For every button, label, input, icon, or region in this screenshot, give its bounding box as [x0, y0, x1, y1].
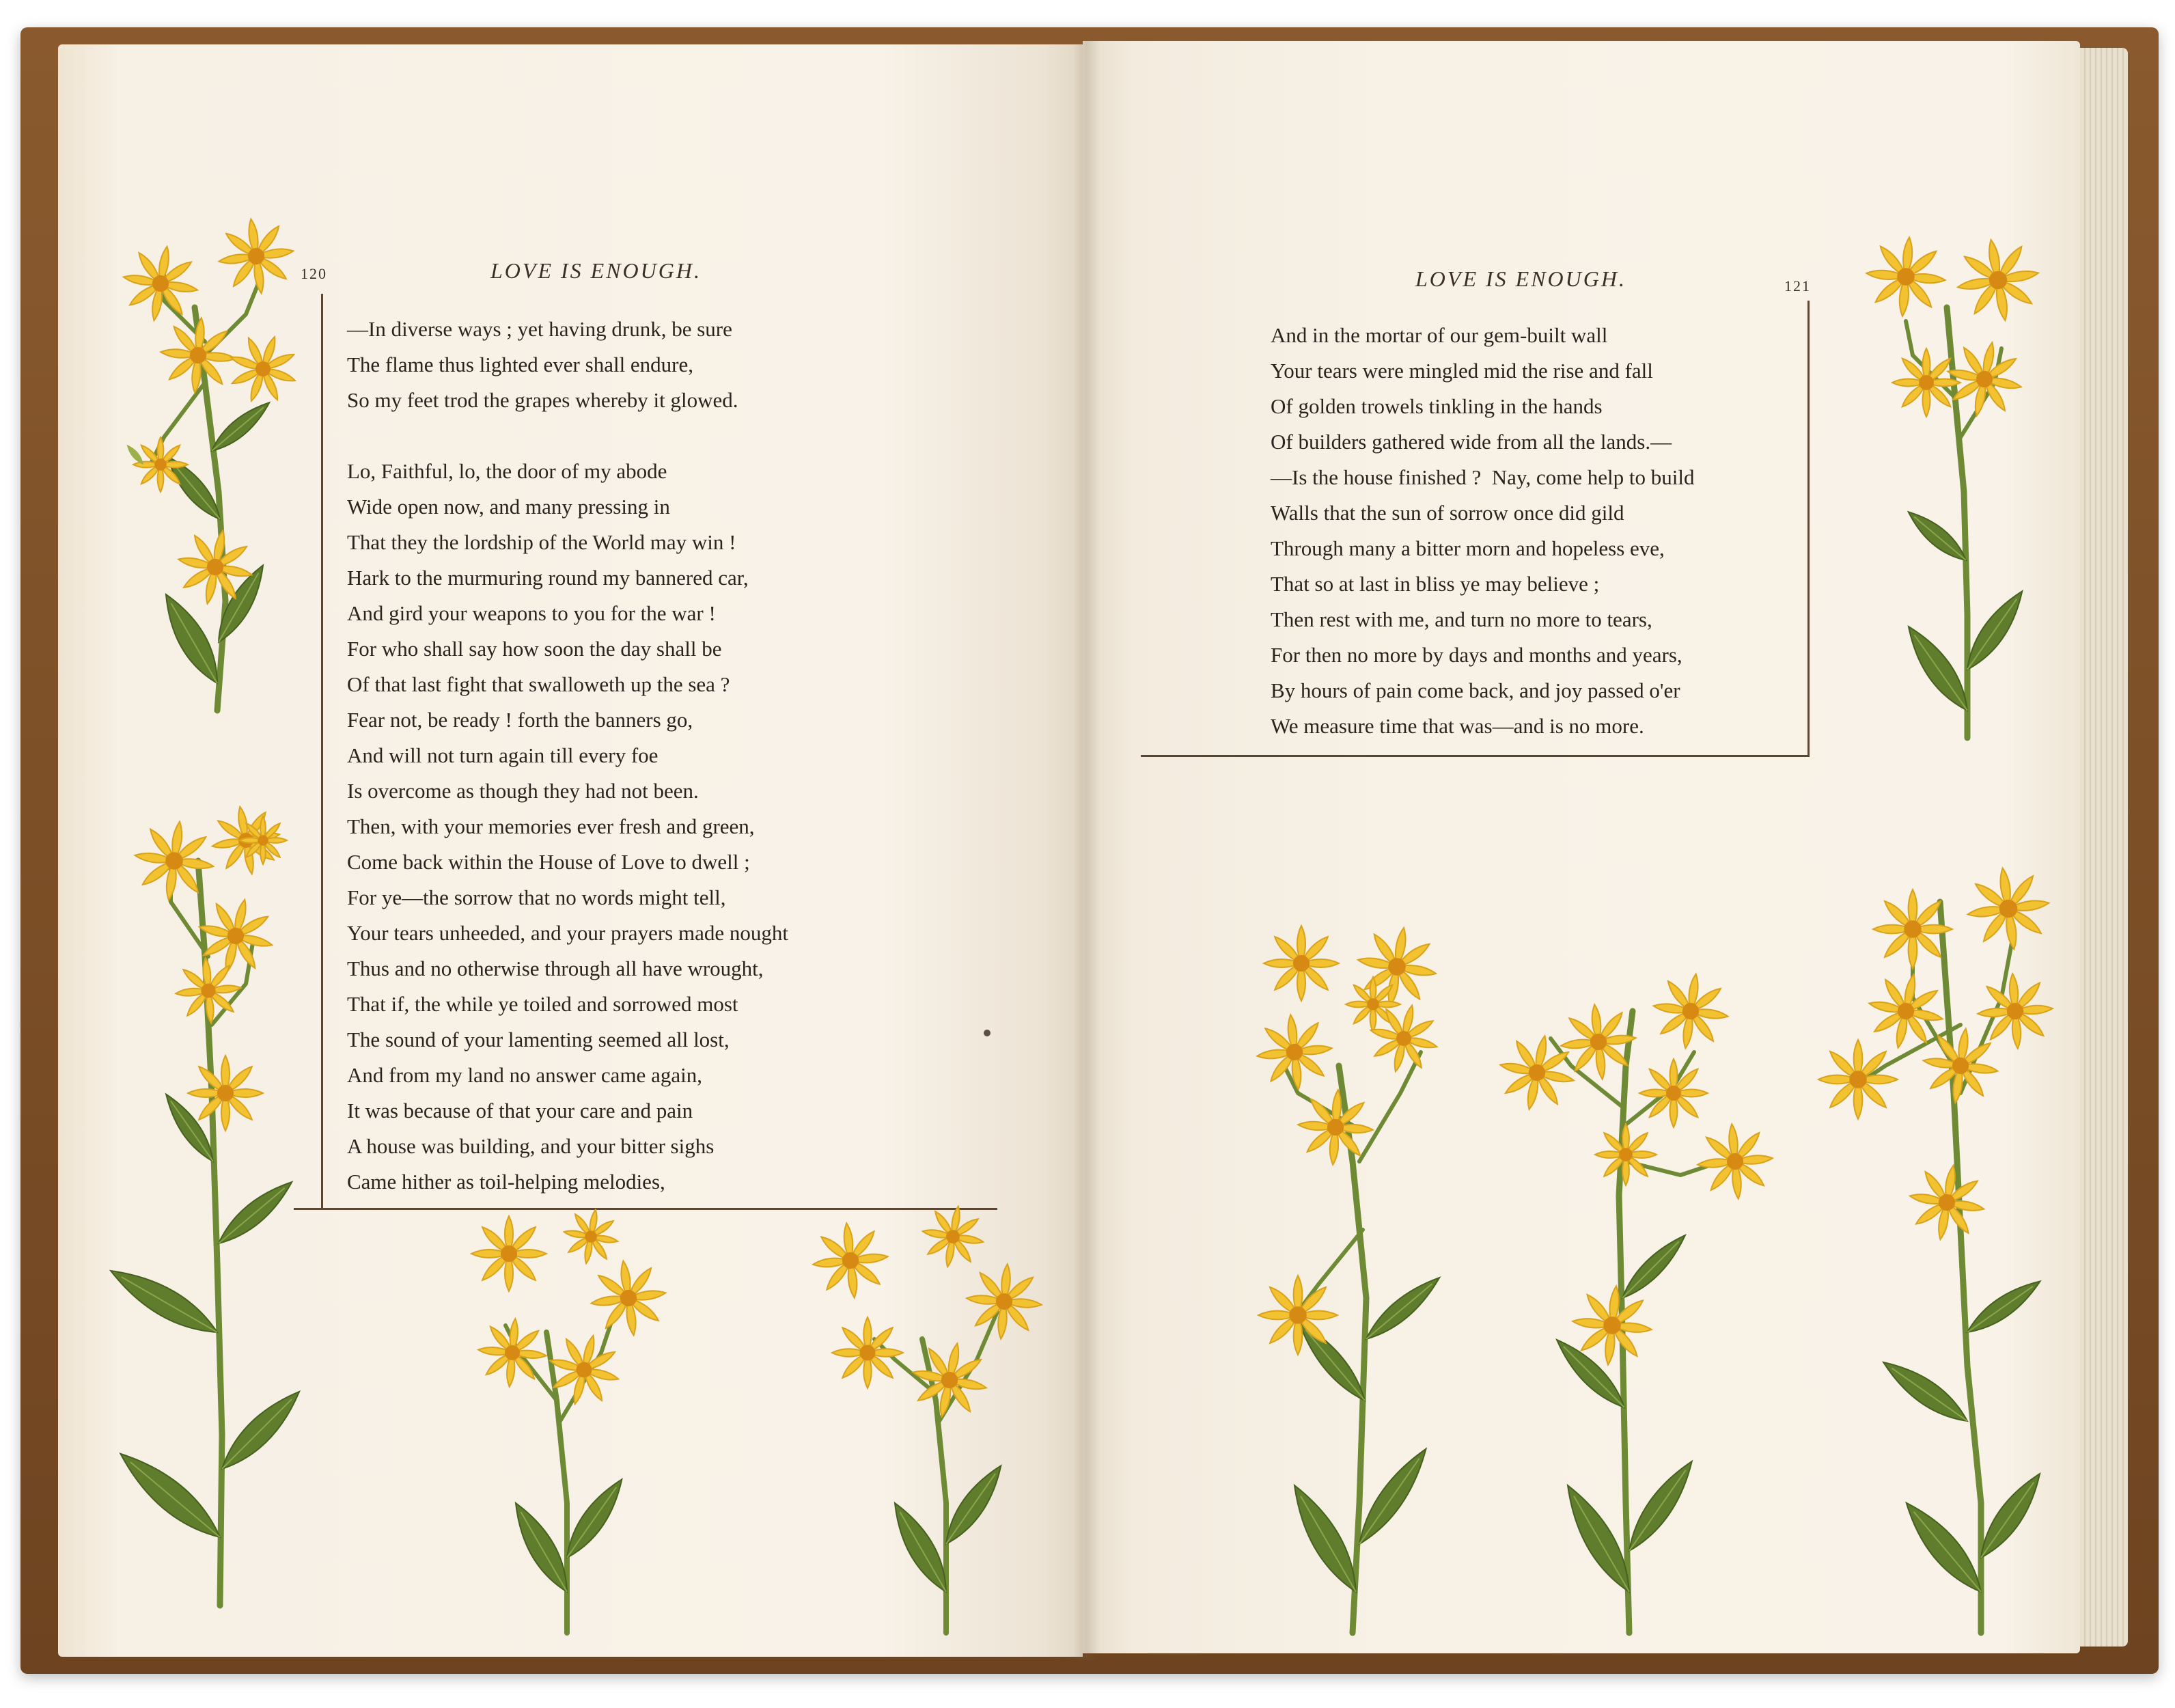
page-edges [2080, 48, 2128, 1647]
right-page-number: 121 [1784, 277, 1811, 294]
poem-line: —In diverse ways ; yet having drunk, be sure [347, 317, 732, 341]
poem-line: Is overcome as though they had not been. [347, 779, 699, 803]
left-poem-text [347, 312, 788, 1200]
ink-spot [984, 1030, 990, 1036]
poem-line: Hark to the murmuring round my bannered car, [347, 566, 749, 590]
poem-line: Your tears unheeded, and your prayers made nought [347, 921, 788, 945]
right-running-head: LOVE IS ENOUGH. [1415, 266, 1626, 291]
left-running-head: LOVE IS ENOUGH. [490, 258, 702, 283]
poem-line: That if, the while ye toiled and sorrowed most [347, 992, 738, 1016]
poem-line: For ye—the sorrow that no words might tell, [347, 885, 726, 909]
poem-line: Then rest with me, and turn no more to tears, [1271, 607, 1652, 631]
left-frame-vertical-rule [321, 294, 323, 1209]
poem-line: It was because of that your care and pain [347, 1099, 693, 1122]
poem-line: That so at last in bliss ye may believe ; [1271, 572, 1600, 596]
poem-line [347, 418, 788, 454]
poem-line: A house was building, and your bitter sighs [347, 1134, 715, 1158]
poem-line: Come back within the House of Love to dwell ; [347, 850, 750, 874]
poem-line: And gird your weapons to you for the war ! [347, 601, 716, 625]
poem-line: Came hither as toil-helping melodies, [347, 1170, 665, 1194]
poem-line: By hours of pain come back, and joy passed o'er [1271, 678, 1680, 702]
poem-line: —Is the house finished ? Nay, come help to build [1271, 465, 1695, 489]
poem-line: And from my land no answer came again, [347, 1063, 702, 1087]
left-frame-bottom-rule [294, 1208, 997, 1210]
right-frame-bottom-rule [1141, 755, 1810, 757]
right-frame-vertical-rule [1807, 301, 1810, 757]
poem-line: Your tears were mingled mid the rise and fall [1271, 359, 1653, 383]
poem-line: The flame thus lighted ever shall endure, [347, 353, 694, 376]
poem-line: And in the mortar of our gem-built wall [1271, 323, 1608, 347]
poem-line: Of that last fight that swalloweth up the sea ? [347, 672, 730, 696]
poem-line: Wide open now, and many pressing in [347, 495, 670, 519]
poem-line: So my feet trod the grapes whereby it glowed. [347, 388, 738, 412]
poem-line: Thus and no otherwise through all have wrought, [347, 956, 764, 980]
poem-line: Walls that the sun of sorrow once did gild [1271, 501, 1624, 525]
right-poem-text [1271, 318, 1694, 744]
poem-line: For who shall say how soon the day shall be [347, 637, 722, 661]
poem-line: Then, with your memories ever fresh and green, [347, 814, 755, 838]
poem-line: Lo, Faithful, lo, the door of my abode [347, 459, 667, 483]
book-gutter [1072, 41, 1100, 1660]
poem-line: For then no more by days and months and years, [1271, 643, 1682, 667]
poem-line: Of golden trowels tinkling in the hands [1271, 394, 1603, 418]
poem-line: Of builders gathered wide from all the lands.— [1271, 430, 1672, 454]
left-page-number: 120 [301, 265, 327, 282]
poem-line: Fear not, be ready ! forth the banners go, [347, 708, 693, 732]
poem-line: That they the lordship of the World may win ! [347, 530, 736, 554]
poem-line: The sound of your lamenting seemed all lost, [347, 1028, 730, 1051]
poem-line: Through many a bitter morn and hopeless eve, [1271, 536, 1665, 560]
poem-line: We measure time that was—and is no more. [1271, 714, 1644, 738]
poem-line: And will not turn again till every foe [347, 743, 659, 767]
